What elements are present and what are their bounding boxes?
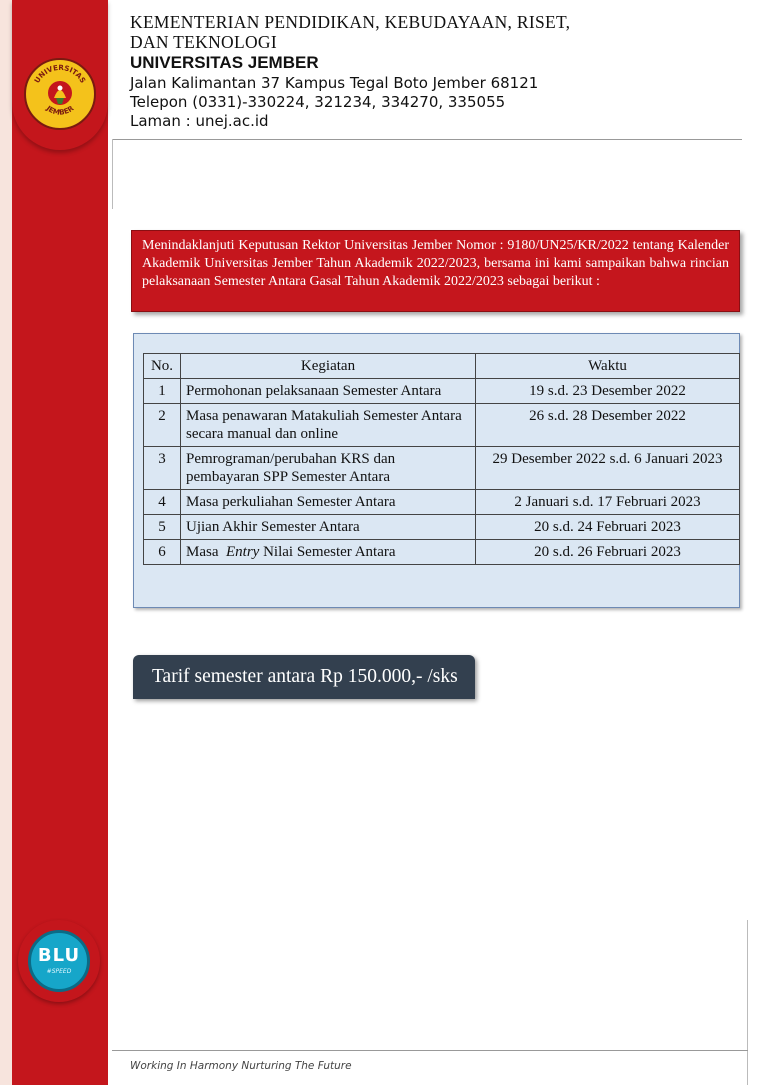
row-waktu: 2 Januari s.d. 17 Februari 2023	[476, 490, 740, 515]
row-waktu: 20 s.d. 26 Februari 2023	[476, 540, 740, 565]
row-kegiatan: Masa penawaran Matakuliah Semester Antara secara manual dan online	[181, 404, 476, 447]
notice-text: Menindaklanjuti Keputusan Rektor Universitas Jember Nomor : 9180/UN25/KR/2022 tentang Kalender Akademik Universitas Jember Tahun Akademik 2022/2023, bersama ini kami sampaikan bahwa rincian pelaksanaan Semester Antara Gasal Tahun Akademik 2022/2023 sebagai berikut :	[142, 238, 729, 289]
row-waktu: 20 s.d. 24 Februari 2023	[476, 515, 740, 540]
letterhead	[130, 12, 750, 131]
ministry-name-line1: KEMENTERIAN PENDIDIKAN, KEBUDAYAAN, RISET,	[130, 12, 571, 32]
table-row	[144, 447, 740, 490]
row-no: 5	[144, 515, 181, 540]
logo-text-bottom: JEMBER	[44, 103, 76, 117]
tarif-text: Tarif semester antara Rp 150.000,- /sks	[152, 666, 458, 687]
schedule-table	[143, 353, 740, 565]
tarif-box	[133, 655, 475, 699]
row-kegiatan: Permohonan pelaksanaan Semester Antara	[181, 379, 476, 404]
phone-numbers: Telepon (0331)-330224, 321234, 334270, 335055	[130, 93, 506, 111]
header-kegiatan: Kegiatan	[181, 354, 476, 379]
footer-divider	[112, 1050, 748, 1051]
blu-sub-label: #SPEED	[46, 968, 72, 975]
university-name: UNIVERSITAS JEMBER	[130, 53, 319, 72]
header-waktu: Waktu	[476, 354, 740, 379]
university-logo-emblem-icon	[26, 60, 94, 128]
table-row	[144, 515, 740, 540]
row-kegiatan-post: Nilai Semester Antara	[263, 544, 396, 560]
footer-tagline: Working In Harmony Nurturing The Future	[130, 1060, 352, 1072]
blu-label: BLU	[37, 945, 81, 966]
header-vertical-rule	[112, 139, 113, 209]
row-no: 3	[144, 447, 181, 490]
row-waktu: 29 Desember 2022 s.d. 6 Januari 2023	[476, 447, 740, 490]
university-logo	[24, 58, 96, 130]
row-kegiatan: Masa perkuliahan Semester Antara	[181, 490, 476, 515]
table-header-row	[144, 354, 740, 379]
svg-text:JEMBER	[44, 103, 76, 117]
row-kegiatan: Pemrograman/perubahan KRS dan pembayaran SPP Semester Antara	[181, 447, 476, 490]
row-no: 6	[144, 540, 181, 565]
footer-vertical-rule	[747, 920, 748, 1085]
address: Jalan Kalimantan 37 Kampus Tegal Boto Jember 68121	[130, 74, 539, 92]
row-kegiatan-emphasis: Entry	[226, 544, 260, 560]
row-kegiatan-pre: Masa	[186, 544, 219, 560]
table-row	[144, 490, 740, 515]
row-waktu: 26 s.d. 28 Desember 2022	[476, 404, 740, 447]
header-no: No.	[144, 354, 181, 379]
row-no: 1	[144, 379, 181, 404]
row-kegiatan	[181, 540, 476, 565]
website: Laman : unej.ac.id	[130, 112, 269, 130]
row-no: 2	[144, 404, 181, 447]
notice-box	[131, 230, 740, 312]
row-kegiatan: Ujian Akhir Semester Antara	[181, 515, 476, 540]
table-row	[144, 404, 740, 447]
table-row	[144, 379, 740, 404]
ministry-name-line2: DAN TEKNOLOGI	[130, 32, 277, 52]
logo-text-top: UNIVERSITAS	[32, 62, 88, 85]
table-row	[144, 540, 740, 565]
header-divider	[112, 139, 742, 140]
row-waktu: 19 s.d. 23 Desember 2022	[476, 379, 740, 404]
row-no: 4	[144, 490, 181, 515]
